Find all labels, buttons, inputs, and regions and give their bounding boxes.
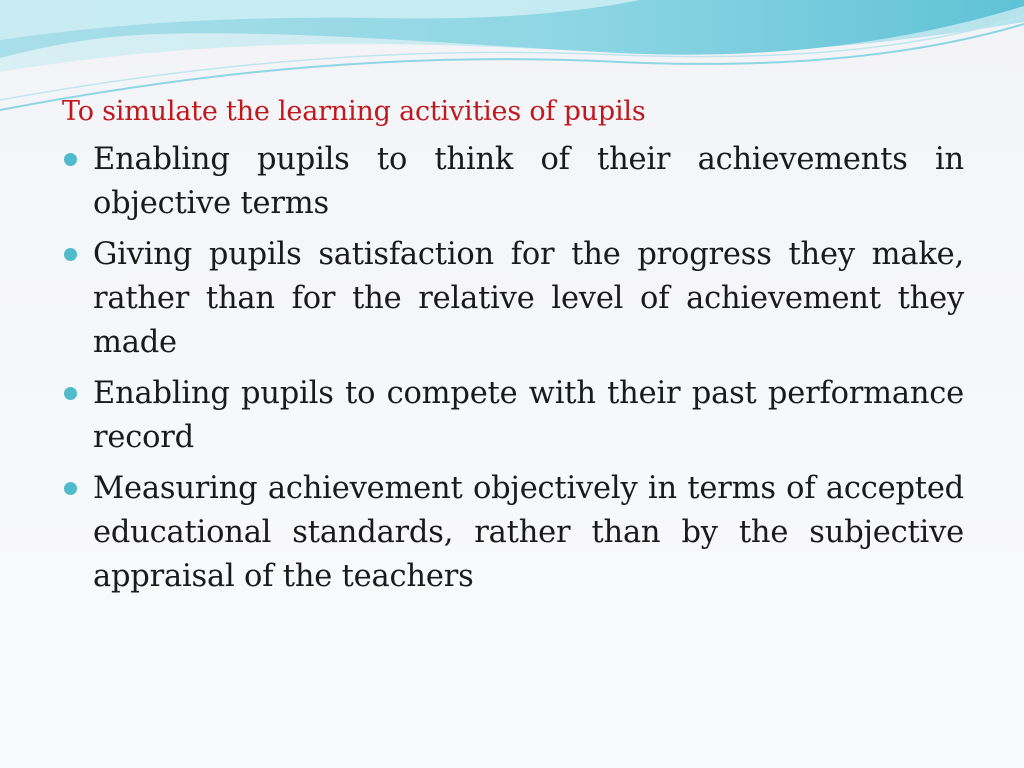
bullet-item: [62, 233, 964, 365]
bullet-text: Measuring achievement objectively in terms of accepted educational standards, rather than by the subjective appraisal of the teachers: [93, 471, 964, 594]
bullet-item: [62, 467, 964, 599]
bullet-marker-icon: [64, 153, 77, 166]
bullet-text: Enabling pupils to think of their achievements in objective terms: [93, 142, 964, 221]
bullet-item: [62, 372, 964, 460]
slide-heading: To simulate the learning activities of pupils: [62, 96, 646, 127]
bullet-marker-icon: [64, 248, 77, 261]
bullet-text: Enabling pupils to compete with their past performance record: [93, 376, 964, 455]
bullet-text: Giving pupils satisfaction for the progress they make, rather than for the relative level of achievement they made: [93, 237, 964, 360]
bullet-marker-icon: [64, 387, 77, 400]
slide-content: [62, 92, 964, 606]
bullet-list: [62, 138, 964, 599]
bullet-marker-icon: [64, 482, 77, 495]
bullet-item: [62, 138, 964, 226]
